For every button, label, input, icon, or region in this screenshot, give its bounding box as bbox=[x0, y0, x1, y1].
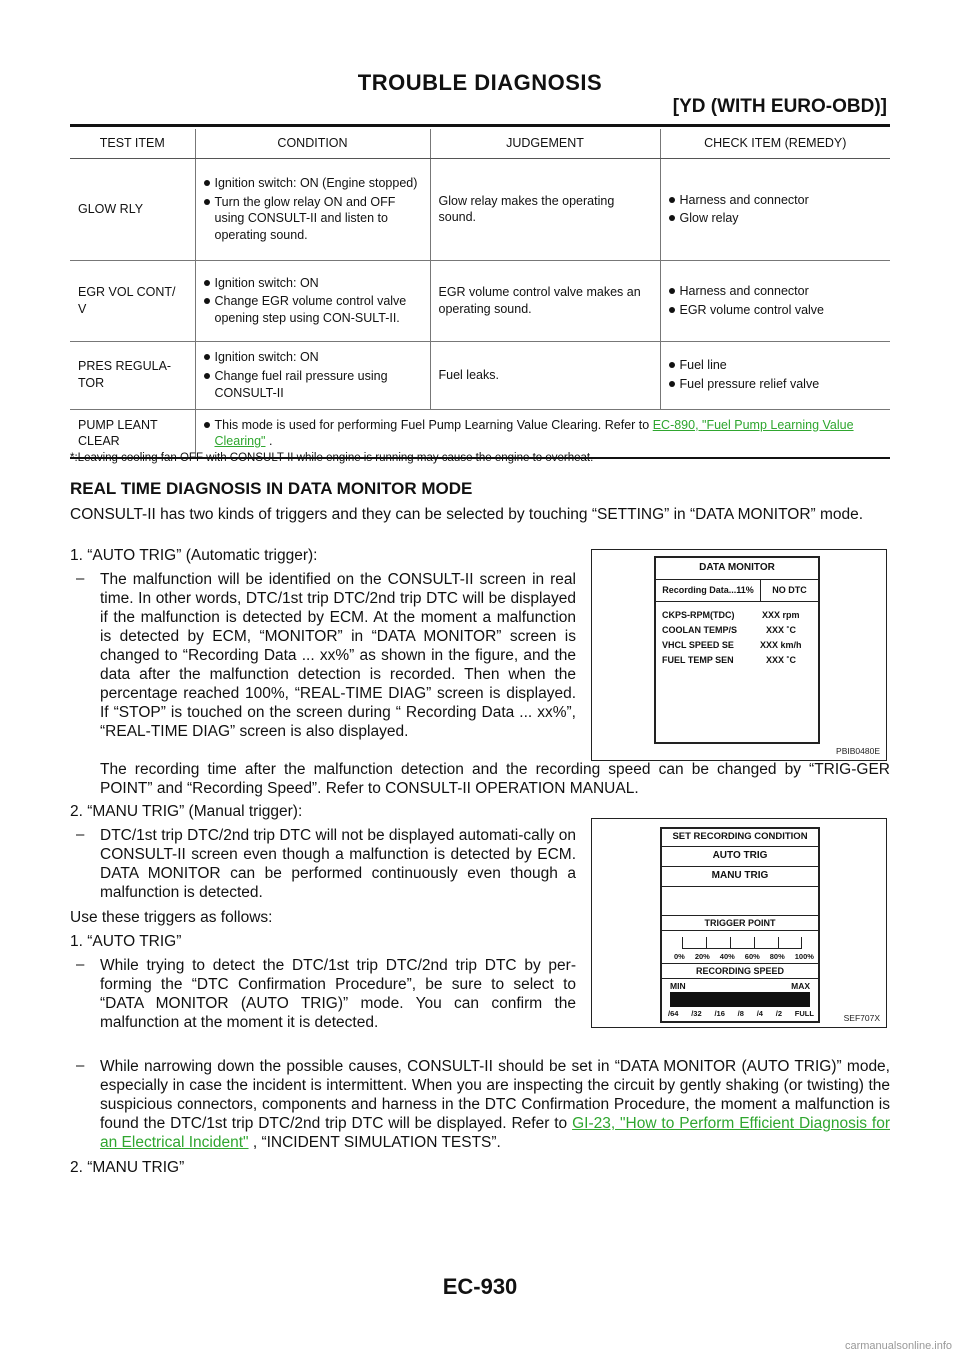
note-tail: . bbox=[268, 434, 273, 449]
title-divider bbox=[70, 124, 890, 127]
trigger-point-slider[interactable] bbox=[682, 937, 802, 949]
recording-speed-label: RECORDING SPEED bbox=[662, 963, 818, 979]
scale-label: 40% bbox=[719, 952, 735, 961]
check-item: EGR volume control valve bbox=[669, 302, 883, 319]
scale-label: /32 bbox=[691, 1009, 702, 1018]
use-2-heading: 2. “MANU TRIG” bbox=[70, 1159, 185, 1176]
monitor-line bbox=[662, 640, 802, 650]
monitor-label: FUEL TEMP SEN bbox=[662, 655, 734, 665]
test-item-cell: PUMP LEANT CLEAR bbox=[70, 409, 195, 458]
screen-title: DATA MONITOR bbox=[656, 558, 818, 580]
table-row bbox=[70, 341, 890, 409]
monitor-label: COOLAN TEMP/S bbox=[662, 625, 738, 635]
test-item-cell: PRES REGULA-TOR bbox=[70, 341, 195, 409]
condition-item: Ignition switch: ON (Engine stopped) bbox=[204, 175, 422, 192]
figure-data-monitor bbox=[591, 549, 887, 761]
recording-condition-screen bbox=[660, 827, 820, 1023]
slider-tick bbox=[801, 937, 802, 949]
auto-trig-description: The malfunction will be identified on the CONSULT-II screen in real time. In other words, DTC/1st trip DTC/2nd trip DTC will be displayed if the malfunction is detected by ECM. At the moment a malfunction is detected by ECM, “MONITOR” in “DATA MONITOR” screen is changed to “Recording Data ... xx%” as shown in the figure, and the data after the malfunction detection is recorded. Then when the percentage reached 100%, “REAL-TIME DIAG” screen is displayed. If “STOP” is touched on the screen during “ Recording Data ... xx%”, “REAL-TIME DIAG” screen is also displayed. bbox=[100, 571, 576, 740]
page-number: EC-930 bbox=[442, 1274, 518, 1299]
auto-trig-continuation: The recording time after the malfunction detection and the recording speed can be changed by “TRIG-GER POINT” and “Recording Speed”. Refer to CONSULT-II OPERATION MANUAL. bbox=[100, 761, 890, 797]
manu-trig-description: DTC/1st trip DTC/2nd trip DTC will not be displayed automati-cally on CONSULT-II screen even though a malfunction is detected by ECM. DATA MONITOR can be performed continuously even though a malfunction is detected. bbox=[100, 827, 576, 901]
dash-bullet: – bbox=[76, 1057, 85, 1074]
check-cell bbox=[660, 260, 890, 341]
scale-label: 20% bbox=[694, 952, 710, 961]
speed-min-label: MIN bbox=[670, 981, 686, 991]
use-1-heading: 1. “AUTO TRIG” bbox=[70, 933, 182, 950]
recording-speed-bar[interactable] bbox=[670, 992, 810, 1007]
monitor-label: CKPS-RPM(TDC) bbox=[662, 610, 735, 620]
figure-recording-condition bbox=[591, 818, 887, 1028]
use-1-dash-2-text: While narrowing down the possible causes, CONSULT-II should be set in “DATA MONITOR (AUTO TRIG)” mode, especially in case the incident is intermittent. When you are inspecting the circuit by gently shaking (or twisting) the suspicious connectors, components and harness in the DTC Confirmation Procedure, the moment a malfunction is found the DTC/1st trip DTC/2nd trip DTC will be displayed. Refer to bbox=[100, 1058, 890, 1132]
use-1-dash-2-tail: , “INCIDENT SIMULATION TESTS”. bbox=[252, 1134, 501, 1151]
use-1-dash-2 bbox=[100, 1057, 890, 1152]
judgement-cell: EGR volume control valve makes an operating sound. bbox=[430, 260, 660, 341]
scale-label: 0% bbox=[674, 952, 685, 961]
table-row bbox=[70, 409, 890, 458]
condition-item: Change EGR volume control valve opening step using CON-SULT-II. bbox=[204, 293, 422, 327]
condition-cell bbox=[195, 260, 430, 341]
section-tag: [YD (WITH EURO-OBD)] bbox=[672, 96, 887, 117]
item-1-heading: 1. “AUTO TRIG” (Automatic trigger): bbox=[70, 547, 318, 564]
check-cell bbox=[660, 341, 890, 409]
condition-item: Ignition switch: ON bbox=[204, 275, 422, 292]
manu-trig-button[interactable]: MANU TRIG bbox=[662, 867, 818, 887]
condition-cell bbox=[195, 341, 430, 409]
dash-bullet: – bbox=[76, 570, 85, 587]
slider-tick bbox=[778, 937, 779, 949]
dash-bullet: – bbox=[76, 826, 85, 843]
use-1-dash-1: While trying to detect the DTC/1st trip DTC/2nd trip DTC by per-forming the “DTC Confirmation Procedure”, be sure to select to “DATA MONITOR (AUTO TRIG)” mode. You can confirm the malfunction at the moment it is detected. bbox=[100, 957, 576, 1031]
scale-label: FULL bbox=[794, 1009, 814, 1018]
monitor-label: VHCL SPEED SE bbox=[662, 640, 734, 650]
screen-title: SET RECORDING CONDITION bbox=[662, 829, 818, 847]
section-heading: REAL TIME DIAGNOSIS IN DATA MONITOR MODE bbox=[70, 479, 473, 498]
recording-status: Recording Data...11% bbox=[656, 580, 761, 602]
figure-id: PBIB0480E bbox=[836, 746, 880, 756]
scale-label: /4 bbox=[756, 1009, 763, 1018]
check-item: Harness and connector bbox=[669, 283, 883, 300]
column-header: TEST ITEM bbox=[70, 129, 195, 158]
check-item: Fuel line bbox=[669, 357, 883, 374]
dash-bullet: – bbox=[76, 956, 85, 973]
table-header-row bbox=[70, 129, 890, 158]
scale-label: 100% bbox=[794, 952, 814, 961]
recording-speed-scale bbox=[668, 1009, 814, 1018]
auto-trig-button[interactable]: AUTO TRIG bbox=[662, 847, 818, 867]
item-2-heading: 2. “MANU TRIG” (Manual trigger): bbox=[70, 803, 303, 820]
table-row bbox=[70, 158, 890, 260]
scale-label: /16 bbox=[714, 1009, 725, 1018]
column-header: JUDGEMENT bbox=[430, 129, 660, 158]
page-title: TROUBLE DIAGNOSIS bbox=[357, 70, 603, 95]
intro-paragraph: CONSULT-II has two kinds of triggers and they can be selected by touching “SETTING” in “DATA MONITOR” mode. bbox=[70, 506, 864, 523]
use-triggers-line: Use these triggers as follows: bbox=[70, 909, 273, 926]
check-item: Glow relay bbox=[669, 210, 883, 227]
judgement-cell: Fuel leaks. bbox=[430, 341, 660, 409]
trigger-point-scale bbox=[674, 952, 814, 961]
dtc-status: NO DTC bbox=[761, 580, 818, 602]
figure-id: SEF707X bbox=[843, 1013, 880, 1023]
scale-label: /2 bbox=[775, 1009, 783, 1018]
test-item-cell: GLOW RLY bbox=[70, 158, 195, 260]
slider-tick bbox=[730, 937, 731, 949]
monitor-line bbox=[662, 610, 800, 620]
scale-label: 60% bbox=[744, 952, 760, 961]
monitor-value: XXX ˚C bbox=[766, 655, 797, 665]
spacer bbox=[662, 887, 818, 915]
column-header: CHECK ITEM (REMEDY) bbox=[660, 129, 890, 158]
monitor-value: XXX ˚C bbox=[766, 625, 797, 635]
check-item: Harness and connector bbox=[669, 192, 883, 209]
column-header: CONDITION bbox=[195, 129, 430, 158]
trigger-point-label: TRIGGER POINT bbox=[662, 915, 818, 931]
condition-item: Change fuel rail pressure using CONSULT-II bbox=[204, 368, 422, 402]
condition-cell bbox=[195, 158, 430, 260]
note-text: This mode is used for performing Fuel Pump Learning Value Clearing. Refer to bbox=[214, 417, 650, 432]
test-item-cell: EGR VOL CONT/ V bbox=[70, 260, 195, 341]
scale-label: 80% bbox=[769, 952, 785, 961]
slider-tick bbox=[682, 937, 683, 949]
test-item-table bbox=[70, 129, 890, 459]
monitor-line bbox=[662, 655, 797, 665]
condition-item: Turn the glow relay ON and OFF using CONSULT-II and listen to operating sound. bbox=[204, 194, 422, 245]
note-item bbox=[204, 417, 883, 451]
slider-tick bbox=[706, 937, 707, 949]
monitor-value: XXX km/h bbox=[760, 640, 802, 650]
scale-label: /64 bbox=[668, 1009, 679, 1018]
slider-tick bbox=[754, 937, 755, 949]
data-monitor-screen bbox=[654, 556, 820, 744]
note-cell bbox=[195, 409, 890, 458]
table-row bbox=[70, 260, 890, 341]
judgement-cell: Glow relay makes the operating sound. bbox=[430, 158, 660, 260]
incident-diagnosis-link[interactable]: GI-23, "How to Perform Efficient Diagnosis for an Electrical Incident" bbox=[100, 1115, 890, 1151]
fuel-pump-learning-link[interactable]: EC-890, "Fuel Pump Learning Value Clearing" bbox=[214, 417, 854, 449]
monitor-line bbox=[662, 625, 797, 635]
check-cell bbox=[660, 158, 890, 260]
check-item: Fuel pressure relief valve bbox=[669, 376, 883, 393]
table-footnote: *:Leaving cooling fan OFF with CONSULT-II while engine is running may cause the engine to overheat. bbox=[70, 452, 594, 464]
scale-label: /8 bbox=[737, 1009, 744, 1018]
speed-max-label: MAX bbox=[791, 981, 810, 991]
monitor-value: XXX rpm bbox=[762, 610, 800, 620]
watermark: carmanualsonline.info bbox=[844, 1340, 952, 1352]
condition-item: Ignition switch: ON bbox=[204, 349, 422, 366]
